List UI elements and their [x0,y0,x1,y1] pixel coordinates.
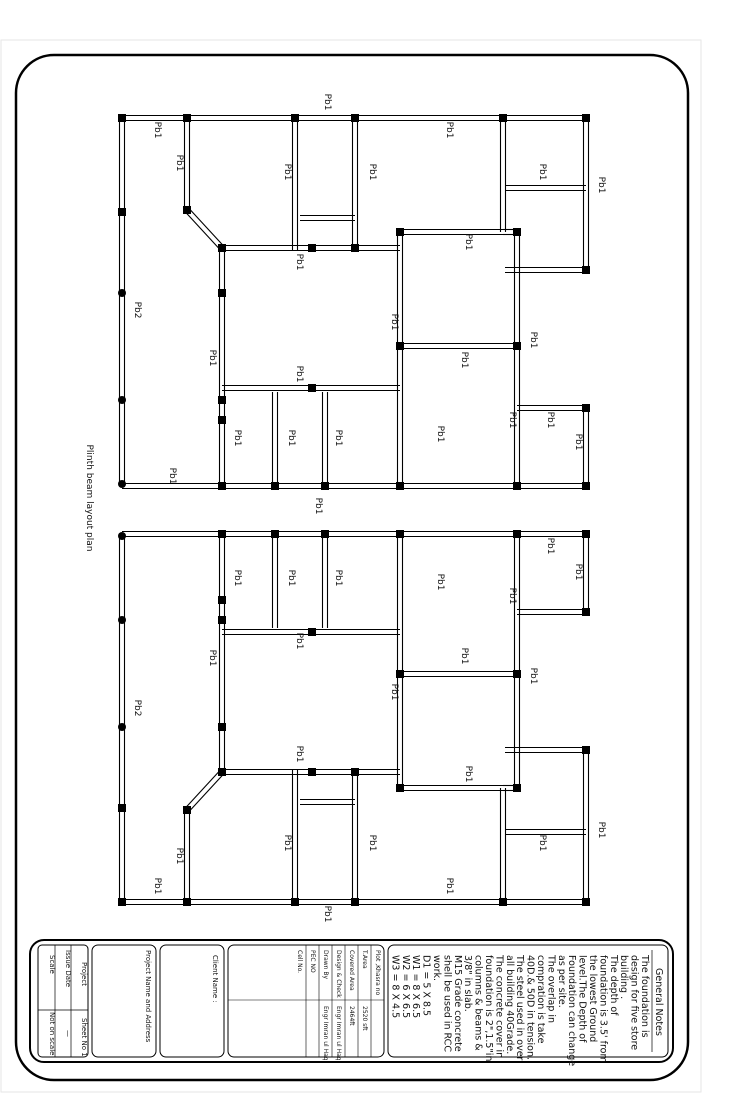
beam-label: Pb1 [207,349,217,367]
column-marker [582,530,590,538]
column-marker [218,289,226,297]
beam-label: Pb1 [232,569,242,587]
info-row-label: Cell No. [296,950,303,974]
column-marker [499,898,507,906]
beam-label: Pb1 [207,649,217,667]
column-marker [183,206,191,214]
info-row-label: PEC NO [309,950,316,973]
beam-label: Pb1 [444,121,454,139]
beam-label: Pb1 [435,425,445,443]
note-line: M15 Grade concrete [451,955,463,1052]
column-marker [582,482,590,490]
beam-label: Pb1 [444,877,454,895]
info-row-label: Covered Area [348,950,355,991]
client-label: Client Name : [211,955,219,1003]
column-marker [308,244,316,252]
column-marker [118,396,126,404]
beam-label: Pb1 [286,429,296,447]
beam-labels [132,94,606,923]
column-marker [513,784,521,792]
column-marker [396,670,404,678]
column-marker [218,530,226,538]
beams-lower-half [120,532,589,905]
column-marker [218,396,226,404]
beam-label: Pb1 [286,569,296,587]
column-marker [218,616,226,624]
info-row-value: 2464ft [348,1006,355,1026]
column-marker [271,530,279,538]
beam-label: Pb1 [367,834,377,852]
beam-label: Pb1 [463,765,473,783]
issue-date-label: Issue Date [64,950,72,988]
info-row-label: Plot ,Khasra no [374,950,381,996]
column-marker [513,228,521,236]
note-line: compration is take [535,955,546,1044]
beam-label: Pb1 [282,834,292,852]
beam-label: Pb1 [313,497,323,515]
column-marker [118,114,126,122]
note-line: The concrete cover in [493,955,505,1059]
note-line: work. [431,955,442,982]
column-marker [118,898,126,906]
beam-label: Pb2 [132,699,142,717]
title-block [30,940,673,1066]
note-line: W1 = 8 X 6.5 [410,955,422,1019]
beam-label: Pb1 [174,154,184,172]
column-marker [183,898,191,906]
column-marker [118,289,126,297]
column-marker [291,114,299,122]
column-marker [513,670,521,678]
column-marker [351,244,359,252]
column-markers [118,114,590,906]
column-marker [499,114,507,122]
column-marker [582,404,590,412]
column-marker [271,482,279,490]
beam-label: Pb1 [294,632,304,650]
beam-label: Pb1 [596,821,606,839]
scale-label: Scale [48,955,56,974]
column-marker [183,114,191,122]
column-marker [321,530,329,538]
beam-label: Pb1 [174,847,184,865]
beam-label: Pb1 [596,176,606,194]
column-marker [396,482,404,490]
note-line: W3 = 8 X 4.5 [389,955,401,1019]
beam-label: Pb1 [435,573,445,591]
beam-label: Pb1 [545,411,555,429]
info-row-value: Engr Imran ul Haq [335,1006,342,1061]
note-line: shell be used in RCC [441,955,453,1052]
plinth-beam-plan [118,94,606,923]
beam-label: Pb1 [282,163,292,181]
column-marker [308,384,316,392]
beam-label: Pb1 [389,313,399,331]
issue-date-value: — [64,1030,72,1037]
plinth-beam [185,770,220,808]
sheet-label: Sheet No 1 [80,1018,88,1057]
column-marker [218,482,226,490]
column-marker [218,723,226,731]
note-line: Foundation can change [566,955,578,1067]
column-marker [118,532,126,540]
beam-label: Pb1 [459,647,469,665]
beam-label: Pb1 [459,351,469,369]
beam-label: Pb1 [507,411,517,429]
note-line: The overlap in [545,955,557,1024]
scale-value: Not on scale [48,1012,56,1056]
note-line: building . [618,955,630,1000]
notes-heading: General Notes [653,968,664,1036]
column-marker [118,480,126,488]
column-marker [351,768,359,776]
column-marker [582,608,590,616]
column-marker [118,616,126,624]
column-marker [351,898,359,906]
beam-label: Pb1 [367,163,377,181]
column-marker [218,768,226,776]
project-address-label: Project Name and Address [144,950,152,1043]
column-marker [396,342,404,350]
beam-label: Pb1 [167,467,177,485]
beam-label: Pb1 [322,93,332,111]
note-line: The depth of [607,955,619,1016]
beam-label: Pb2 [132,301,142,319]
beam-label: Pb1 [463,233,473,251]
project-label: Project [80,962,88,986]
beam-label: Pb1 [294,745,304,763]
beam-label: Pb1 [528,331,538,349]
column-marker [218,244,226,252]
note-line: level.The Depth of [576,955,588,1043]
column-marker [308,628,316,636]
column-marker [183,806,191,814]
column-marker [218,416,226,424]
beam-label: Pb1 [232,429,242,447]
column-marker [118,208,126,216]
plan-title: Plinth beam layout plan [84,444,94,552]
notes-text [389,954,650,1066]
column-marker [218,596,226,604]
beam-label: Pb1 [152,121,162,139]
beam-label: Pb1 [389,683,399,701]
column-marker [396,228,404,236]
note-line: all building 40Grade. [503,955,515,1055]
beam-label: Pb1 [537,834,547,852]
info-row-label: Design & Check [335,950,342,998]
beam-label: Pb1 [573,563,583,581]
column-marker [291,898,299,906]
note-line: the lowest Ground [587,955,598,1043]
note-line: design for five store [628,955,640,1051]
column-marker [582,746,590,754]
info-rows [228,945,384,1061]
column-marker [308,768,316,776]
note-line: as per site. [555,955,567,1008]
column-marker [351,114,359,122]
beam-label: Pb1 [333,429,343,447]
beam-label: Pb1 [507,587,517,605]
beam-label: Pb1 [294,365,304,383]
beam-label: Pb1 [322,905,332,923]
column-marker [118,804,126,812]
column-marker [396,784,404,792]
column-marker [396,530,404,538]
info-row-value: Engr Imran ul Haq [322,1006,329,1061]
note-line: 40D.& 50D in tension. [524,955,536,1060]
column-marker [582,266,590,274]
beam-label: Pb1 [152,877,162,895]
info-row-value: 2520 sft [361,1006,368,1031]
column-marker [582,898,590,906]
info-row-label: T.Area [361,950,368,969]
plinth-beam [189,774,224,812]
note-line: foundation is 2",1.5"in [483,955,494,1062]
column-marker [321,482,329,490]
note-line: The steel used in over [514,955,526,1061]
beams-upper-half [120,116,589,489]
beam-label: Pb1 [294,253,304,271]
note-line: foundation is 3.5' from [597,955,609,1063]
note-line: columns & beams & [472,955,484,1051]
note-line: 3/8" in slab. [462,955,474,1012]
plinth-beam [189,208,224,246]
note-line: W2 = 6 X 6.5 [399,955,411,1019]
column-marker [513,482,521,490]
note-line: D1 = 5 X 8.5 [420,955,432,1017]
sheet-edge [1,40,701,1092]
beam-label: Pb1 [573,433,583,451]
beam-label: Pb1 [528,667,538,685]
beam-label: Pb1 [545,537,555,555]
column-marker [513,530,521,538]
column-marker [118,723,126,731]
info-row-label: Drawn By [322,950,329,980]
beam-label: Pb1 [333,569,343,587]
column-marker [582,114,590,122]
note-line: The foundation is [639,955,650,1038]
column-marker [513,342,521,350]
plinth-beam [185,212,220,250]
beam-label: Pb1 [537,163,547,181]
